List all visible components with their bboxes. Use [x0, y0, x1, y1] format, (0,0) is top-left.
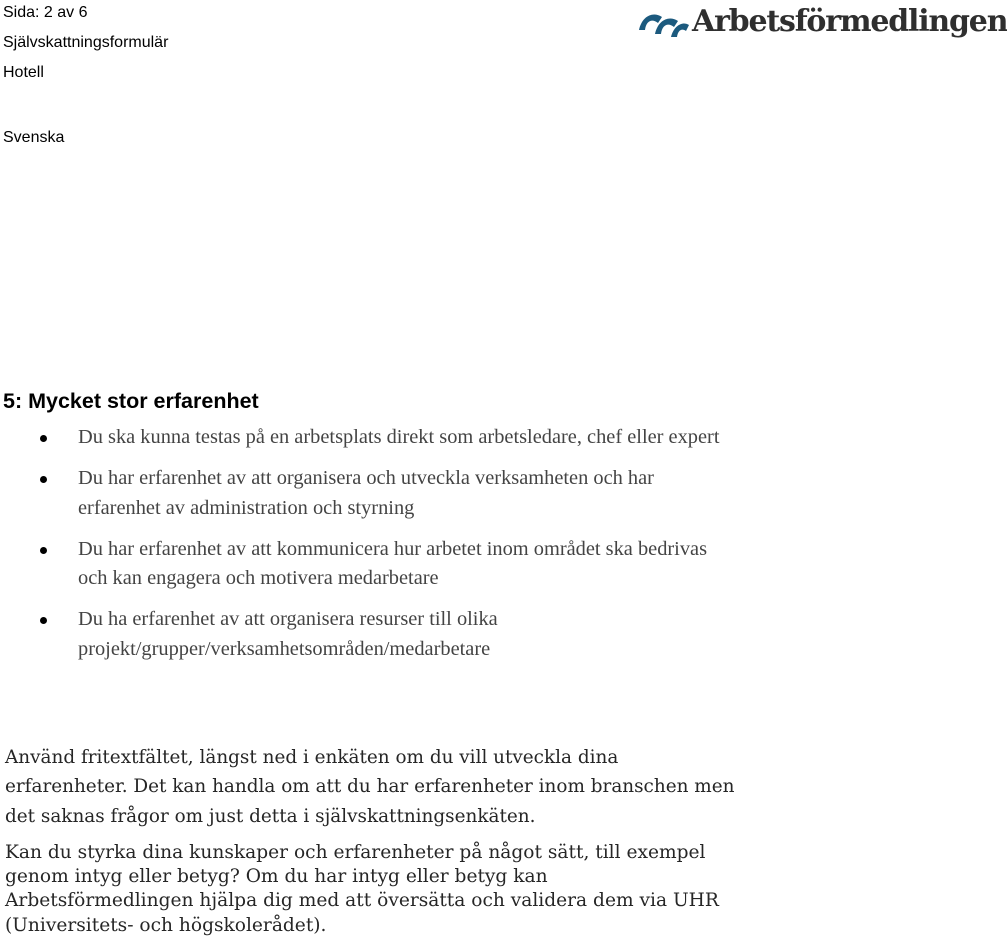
list-item-text: Du ha erfarenhet av att organisera resurser till olika projekt/grupper/verksamhetsområden/medarbetare [78, 608, 498, 660]
bullet-icon [40, 547, 47, 554]
bullet-icon [40, 435, 47, 442]
list-item-text: Du ska kunna testas på en arbetsplats direkt som arbetsledare, chef eller expert [78, 426, 720, 448]
occupation-label: Hotell [3, 64, 44, 81]
free-text-instruction: Använd fritextfältet, längst ned i enkäten om du vill utveckla dina erfarenheter. Det kan handla om att du har erfarenheter inom branschen men det saknas frågor om just detta i självskattningsenkäten. [5, 747, 735, 827]
arbetsformedlingen-logo [638, 4, 1007, 46]
list-item-text: Du har erfarenhet av att organisera och utveckla verksamheten och har erfarenhet av administration och styrning [78, 467, 654, 519]
list-item-text: Du har erfarenhet av att kommunicera hur arbetet inom området ska bedrivas och kan engagera och motivera medarbetare [78, 537, 708, 589]
logo-wordmark: Arbetsförmedlingen [692, 4, 1007, 39]
certificate-instruction: Kan du styrka dina kunskaper och erfarenheter på något sätt, till exempel genom intyg eller betyg? Om du har intyg eller betyg kan Arbetsförmedlingen hjälpa dig med att översätta och validera dem via UHR (Universitets- och högskolerådet). [5, 842, 719, 936]
bullet-icon [40, 476, 47, 483]
list-item [0, 423, 740, 453]
page-number: Sida: 2 av 6 [3, 4, 88, 21]
section-title: 5: Mycket stor erfarenhet [3, 389, 259, 413]
list-item [0, 535, 740, 594]
language-label: Svenska [3, 129, 65, 146]
bullet-icon [40, 617, 47, 624]
form-title: Självskattningsformulär [3, 34, 169, 51]
experience-criteria-list [0, 423, 740, 676]
list-item [0, 605, 740, 664]
arbetsformedlingen-logo-icon [638, 8, 690, 38]
list-item [0, 464, 740, 523]
